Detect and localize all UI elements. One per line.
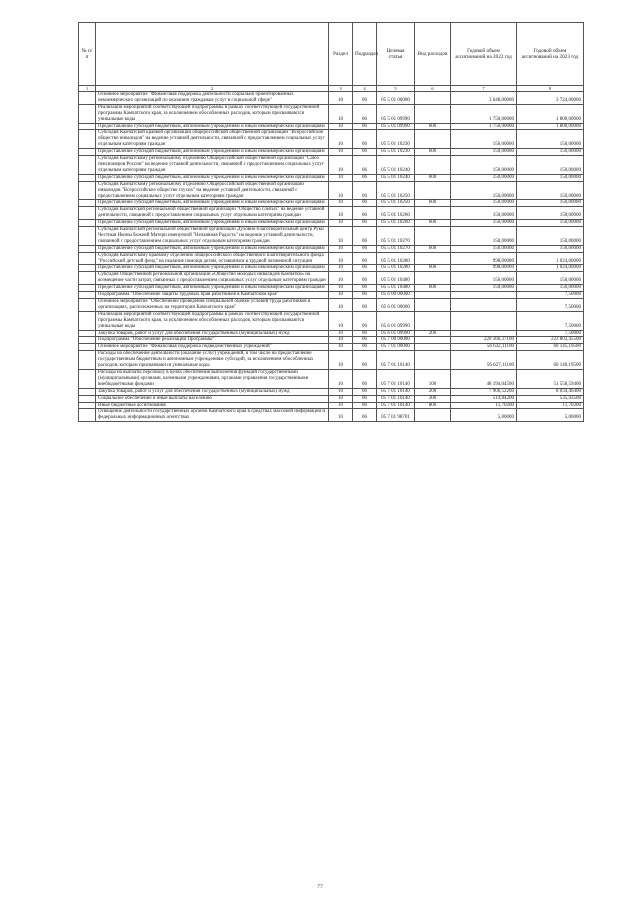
row-name: Предоставление субсидий бюджетным, автономным учреждениям и иным некоммерческим организациям bbox=[96, 149, 329, 156]
row-num bbox=[79, 207, 96, 220]
row-vol-2023: 51 558,59400 bbox=[517, 369, 584, 388]
row-article: 05 5 01 10260 bbox=[377, 207, 415, 220]
row-subsection: 06 bbox=[353, 344, 377, 351]
row-vol-2023: 150,00000 bbox=[517, 227, 584, 246]
row-vol-2022 bbox=[451, 311, 517, 330]
row-article: 05 5 01 09990 bbox=[377, 104, 415, 123]
row-section: 10 bbox=[329, 351, 353, 370]
row-article: 05 5 01 10480 bbox=[377, 272, 415, 285]
col-num: 2 bbox=[96, 86, 329, 92]
row-vol-2023: 8 034,46400 bbox=[517, 388, 584, 395]
row-vol-2023: 1 024,00000 bbox=[517, 265, 584, 272]
row-num bbox=[79, 330, 96, 337]
row-vol-2023: 60 140,19500 bbox=[517, 351, 584, 370]
row-exp-type bbox=[415, 311, 451, 330]
row-vol-2022 bbox=[451, 299, 517, 312]
col-num: 8 bbox=[517, 86, 584, 92]
row-section: 10 bbox=[329, 174, 353, 181]
row-vol-2022: 150,00000 bbox=[451, 156, 517, 175]
header-name bbox=[96, 23, 329, 86]
row-vol-2022: 150,00000 bbox=[451, 285, 517, 292]
row-section: 10 bbox=[329, 311, 353, 330]
row-num bbox=[79, 200, 96, 207]
row-subsection: 06 bbox=[353, 395, 377, 402]
row-vol-2022: 220 366,37100 bbox=[451, 337, 517, 344]
row-exp-type: 100 bbox=[415, 369, 451, 388]
row-subsection: 06 bbox=[353, 123, 377, 130]
row-num bbox=[79, 351, 96, 370]
row-vol-2022: 150,00000 bbox=[451, 200, 517, 207]
row-section: 10 bbox=[329, 156, 353, 175]
row-section: 10 bbox=[329, 330, 353, 337]
row-subsection: 06 bbox=[353, 285, 377, 292]
row-article: 05 5 01 10280 bbox=[377, 252, 415, 265]
row-name: Закупка товаров, работ и услуг для обеспечения государственных (муниципальных) нужд bbox=[96, 388, 329, 395]
row-vol-2023: 150,00000 bbox=[517, 181, 584, 200]
table-row bbox=[79, 292, 584, 299]
row-article: 05 5 01 10250 bbox=[377, 200, 415, 207]
row-num bbox=[79, 285, 96, 292]
row-name: Субсидия Камчатскому региональному отделению Общероссийской общественной организации "Союз пенсионеров России" на ведение уставной деятельности, связанной с предоставлением социальных услуг отдельным категориям граждан bbox=[96, 156, 329, 175]
row-subsection: 06 bbox=[353, 265, 377, 272]
row-vol-2023: 7,50000 bbox=[517, 330, 584, 337]
row-article: 05 7 01 10140 bbox=[377, 369, 415, 388]
row-section: 10 bbox=[329, 130, 353, 149]
header-num: № п/п bbox=[79, 23, 96, 86]
row-vol-2022: 150,00000 bbox=[451, 174, 517, 181]
table-row bbox=[79, 285, 584, 292]
row-article: 05 7 00 00000 bbox=[377, 337, 415, 344]
table-row bbox=[79, 207, 584, 220]
table-row bbox=[79, 156, 584, 175]
row-article: 05 5 01 10240 bbox=[377, 156, 415, 175]
row-section: 10 bbox=[329, 369, 353, 388]
row-vol-2023: 150,00000 bbox=[517, 207, 584, 220]
row-section: 10 bbox=[329, 200, 353, 207]
row-vol-2023: 150,00000 bbox=[517, 272, 584, 285]
row-exp-type bbox=[415, 227, 451, 246]
table-row bbox=[79, 252, 584, 265]
row-exp-type bbox=[415, 156, 451, 175]
row-vol-2022: 998,00000 bbox=[451, 252, 517, 265]
row-vol-2023: 7,50000 bbox=[517, 311, 584, 330]
row-exp-type: 200 bbox=[415, 330, 451, 337]
row-num bbox=[79, 227, 96, 246]
row-num bbox=[79, 104, 96, 123]
row-exp-type bbox=[415, 299, 451, 312]
row-section: 10 bbox=[329, 149, 353, 156]
row-name: Основное мероприятие "Финансовая поддержка подведомственных учреждений" bbox=[96, 344, 329, 351]
row-name: Предоставление субсидий бюджетным, автономным учреждениям и иным некоммерческим организациям bbox=[96, 200, 329, 207]
row-subsection: 06 bbox=[353, 299, 377, 312]
row-vol-2022 bbox=[451, 292, 517, 299]
row-exp-type bbox=[415, 130, 451, 149]
row-exp-type: 300 bbox=[415, 395, 451, 402]
row-article: 05 7 01 10140 bbox=[377, 395, 415, 402]
row-num bbox=[79, 156, 96, 175]
row-num bbox=[79, 299, 96, 312]
row-name: Расходы на выплаты персоналу в целях обеспечения выполнения функций государственными (муниципальными) органами, казенными учреждениями, органами управления государственными внебюджетными фондами bbox=[96, 369, 329, 388]
row-num bbox=[79, 409, 96, 422]
row-article: 05 6 00 00000 bbox=[377, 292, 415, 299]
table-row bbox=[79, 388, 584, 395]
row-vol-2022: 11,70200 bbox=[451, 402, 517, 409]
row-subsection: 06 bbox=[353, 351, 377, 370]
row-vol-2023: 7,50000 bbox=[517, 299, 584, 312]
row-num bbox=[79, 92, 96, 105]
header-vol-2023: Годовой объем ассигнований на 2023 год bbox=[517, 23, 584, 86]
row-section: 10 bbox=[329, 181, 353, 200]
row-exp-type: 600 bbox=[415, 149, 451, 156]
table-row bbox=[79, 130, 584, 149]
row-exp-type: 600 bbox=[415, 123, 451, 130]
row-name: Подпрограмма "Обеспечение реализации Программы" bbox=[96, 337, 329, 344]
row-num bbox=[79, 252, 96, 265]
row-section: 10 bbox=[329, 92, 353, 105]
table-row bbox=[79, 245, 584, 252]
row-article: 05 5 01 10480 bbox=[377, 285, 415, 292]
row-article: 05 5 01 10230 bbox=[377, 149, 415, 156]
row-name: Субсидия Камчатскому краевому отделению общероссийского общественного благотворительного фонда "Российский детский фонд" на оказание помощи детям, оставшимся в трудной жизненной ситуации bbox=[96, 252, 329, 265]
row-name: Подпрограмма "Обеспечение защиты трудовых прав работников в Камчатском крае" bbox=[96, 292, 329, 299]
row-num bbox=[79, 292, 96, 299]
header-article: Целевая статья bbox=[377, 23, 415, 86]
row-subsection: 06 bbox=[353, 337, 377, 344]
row-num bbox=[79, 402, 96, 409]
row-name: Предоставление субсидий бюджетным, автономным учреждениям и иным некоммерческим организациям bbox=[96, 245, 329, 252]
row-subsection: 06 bbox=[353, 402, 377, 409]
table-row bbox=[79, 220, 584, 227]
row-article: 05 5 01 10270 bbox=[377, 245, 415, 252]
col-num: 3 bbox=[329, 86, 353, 92]
col-num: 5 bbox=[377, 86, 415, 92]
row-exp-type bbox=[415, 337, 451, 344]
row-subsection: 06 bbox=[353, 200, 377, 207]
row-name: Предоставление субсидий бюджетным, автономным учреждениям и иным некоммерческим организациям bbox=[96, 174, 329, 181]
row-num bbox=[79, 369, 96, 388]
row-exp-type: 600 bbox=[415, 265, 451, 272]
row-exp-type bbox=[415, 351, 451, 370]
table-row bbox=[79, 369, 584, 388]
row-article: 05 5 01 09990 bbox=[377, 123, 415, 130]
row-vol-2023: 1 024,00000 bbox=[517, 252, 584, 265]
row-vol-2023: 1 800,00000 bbox=[517, 104, 584, 123]
table-row bbox=[79, 181, 584, 200]
row-article: 05 5 01 10230 bbox=[377, 130, 415, 149]
row-vol-2023: 150,00000 bbox=[517, 220, 584, 227]
row-num bbox=[79, 123, 96, 130]
row-exp-type bbox=[415, 252, 451, 265]
header-subsection: Подраздел bbox=[353, 23, 377, 86]
row-subsection: 06 bbox=[353, 292, 377, 299]
row-section: 10 bbox=[329, 285, 353, 292]
row-exp-type bbox=[415, 409, 451, 422]
row-section: 10 bbox=[329, 245, 353, 252]
row-vol-2023: 1 800,00000 bbox=[517, 123, 584, 130]
row-name: Реализация мероприятий соответствующей подпрограммы в рамках соответствующей государственной программы Камчатского края, за исключением обособленных расходов, которым присваиваются уникальные коды bbox=[96, 104, 329, 123]
row-vol-2022: 56 627,11100 bbox=[451, 351, 517, 370]
row-vol-2023: 535,43500 bbox=[517, 395, 584, 402]
row-name: Иные бюджетные ассигнования bbox=[96, 402, 329, 409]
row-vol-2022: 998,00000 bbox=[451, 265, 517, 272]
row-subsection: 06 bbox=[353, 272, 377, 285]
col-num: 6 bbox=[415, 86, 451, 92]
row-vol-2022: 150,00000 bbox=[451, 181, 517, 200]
row-name: Субсидия Общественной региональной организации «Общество молодых инвалидов Камчатки» на возмещение части затрат, связанных с предоставлением социальных услуг отдельным категориям граждан bbox=[96, 272, 329, 285]
row-vol-2022: 5,00000 bbox=[451, 409, 517, 422]
row-section: 10 bbox=[329, 344, 353, 351]
row-subsection: 06 bbox=[353, 149, 377, 156]
row-name: Расходы на обеспечение деятельности (оказание услуг) учреждений, в том числе на предоставление государственным бюджетным и автономным учреждениям субсидий, за исключением обособленных расходов, которым присваиваются уникальные коды bbox=[96, 351, 329, 370]
col-num: 1 bbox=[79, 86, 96, 92]
header-section: Раздел bbox=[329, 23, 353, 86]
row-name: Реализация мероприятий соответствующей подпрограммы в рамках соответствующей государственной программы Камчатского края, за исключением обособленных расходов, которым присваиваются уникальные коды bbox=[96, 311, 329, 330]
row-vol-2022: 514,84200 bbox=[451, 395, 517, 402]
row-num bbox=[79, 220, 96, 227]
table-row bbox=[79, 174, 584, 181]
row-num bbox=[79, 130, 96, 149]
table-row bbox=[79, 272, 584, 285]
row-subsection: 06 bbox=[353, 252, 377, 265]
row-name: Освещение деятельности государственных органов Камчатского края в средствах массовой информации и федеральных информационных агентствах bbox=[96, 409, 329, 422]
row-exp-type: 600 bbox=[415, 245, 451, 252]
row-article: 05 7 01 10140 bbox=[377, 351, 415, 370]
row-section: 10 bbox=[329, 104, 353, 123]
row-vol-2022: 1 750,00000 bbox=[451, 123, 517, 130]
table-row bbox=[79, 409, 584, 422]
row-name: Субсидия Камчатскому региональному отделению Общероссийской общественной организации инвалидов "Всероссийское общество глухих" на ведение уставной деятельности, связанной с предоставлением социальных услуг отдельным категориям граждан bbox=[96, 181, 329, 200]
row-num bbox=[79, 174, 96, 181]
row-vol-2022: 7 906,52260 bbox=[451, 388, 517, 395]
row-num bbox=[79, 388, 96, 395]
row-exp-type bbox=[415, 292, 451, 299]
row-name: Предоставление субсидий бюджетным, автономным учреждениям и иным некоммерческим организациям bbox=[96, 123, 329, 130]
row-num bbox=[79, 395, 96, 402]
row-section: 10 bbox=[329, 292, 353, 299]
row-num bbox=[79, 337, 96, 344]
table-row bbox=[79, 123, 584, 130]
row-exp-type: 600 bbox=[415, 200, 451, 207]
row-subsection: 06 bbox=[353, 220, 377, 227]
table-row bbox=[79, 265, 584, 272]
table-row bbox=[79, 200, 584, 207]
row-num bbox=[79, 311, 96, 330]
header-vol-2022: Годовой объем ассигнований на 2022 год bbox=[451, 23, 517, 86]
row-vol-2023: 150,00000 bbox=[517, 200, 584, 207]
row-section: 10 bbox=[329, 402, 353, 409]
row-vol-2023: 150,00000 bbox=[517, 130, 584, 149]
row-article: 05 5 01 10260 bbox=[377, 220, 415, 227]
document-page bbox=[78, 22, 583, 422]
table-body bbox=[79, 92, 584, 422]
row-article: 05 5 01 10280 bbox=[377, 265, 415, 272]
page-number: 77 bbox=[317, 884, 323, 890]
budget-table bbox=[78, 22, 584, 422]
row-vol-2023: 60 145,19500 bbox=[517, 344, 584, 351]
row-subsection: 06 bbox=[353, 130, 377, 149]
row-section: 10 bbox=[329, 272, 353, 285]
row-section: 10 bbox=[329, 388, 353, 395]
row-vol-2022 bbox=[451, 330, 517, 337]
row-num bbox=[79, 344, 96, 351]
row-subsection: 06 bbox=[353, 104, 377, 123]
table-row bbox=[79, 330, 584, 337]
row-exp-type: 800 bbox=[415, 402, 451, 409]
row-exp-type: 200 bbox=[415, 388, 451, 395]
row-exp-type bbox=[415, 207, 451, 220]
row-exp-type bbox=[415, 272, 451, 285]
table-row bbox=[79, 344, 584, 351]
row-subsection: 06 bbox=[353, 388, 377, 395]
row-name: Субсидия Камчатской краевой организации общероссийской общественной организации "Всероссийское общество инвалидов" на ведение уставной деятельности, связанной с предоставлением социальных услуг отдельным категориям граждан bbox=[96, 130, 329, 149]
row-subsection: 06 bbox=[353, 174, 377, 181]
row-vol-2023: 11,70200 bbox=[517, 402, 584, 409]
row-name: Закупка товаров, работ и услуг для обеспечения государственных (муниципальных) нужд bbox=[96, 330, 329, 337]
row-vol-2023: 223 803,45500 bbox=[517, 337, 584, 344]
row-name: Основное мероприятие "Обеспечение проведения специальной оценки условий труда работников в организациях, расположенных на территории Камчатского края" bbox=[96, 299, 329, 312]
row-exp-type bbox=[415, 181, 451, 200]
row-num bbox=[79, 245, 96, 252]
row-vol-2022: 150,00000 bbox=[451, 245, 517, 252]
row-section: 10 bbox=[329, 337, 353, 344]
row-name: Предоставление субсидий бюджетным, автономным учреждениям и иным некоммерческим организациям bbox=[96, 265, 329, 272]
row-article: 05 7 01 10140 bbox=[377, 402, 415, 409]
row-name: Основное мероприятие "Финансовая поддержка деятельности социально ориентированных некоммерческих организаций по оказанию гражданам услуг в социальной сфере" bbox=[96, 92, 329, 105]
row-name: Субсидия Камчатской региональной общественной организации "Общество слепых" на ведение уставной деятельности, связанной с предоставлением социальных услуг отдельным категориям граждан bbox=[96, 207, 329, 220]
row-exp-type bbox=[415, 104, 451, 123]
row-vol-2022: 150,00000 bbox=[451, 227, 517, 246]
row-num bbox=[79, 265, 96, 272]
row-article: 05 7 01 10140 bbox=[377, 388, 415, 395]
row-vol-2022: 3 648,00000 bbox=[451, 92, 517, 105]
row-vol-2022: 48 194,04500 bbox=[451, 369, 517, 388]
row-subsection: 06 bbox=[353, 369, 377, 388]
row-section: 10 bbox=[329, 265, 353, 272]
row-name: Социальное обеспечение и иные выплаты населению bbox=[96, 395, 329, 402]
row-num bbox=[79, 181, 96, 200]
row-exp-type: 600 bbox=[415, 220, 451, 227]
row-vol-2022: 150,00000 bbox=[451, 220, 517, 227]
row-section: 10 bbox=[329, 227, 353, 246]
row-vol-2023: 150,00000 bbox=[517, 149, 584, 156]
row-subsection: 06 bbox=[353, 181, 377, 200]
row-name: Субсидия Камчатской региональной общественной организации Духовно-благотворительный центр Руки Честныя Иконы Божией Матери именуемой "Нечаянная Радость" на ведение уставной деятельности, связанной с предоставлением социальных услуг отдельным категориям граждан bbox=[96, 227, 329, 246]
row-vol-2023: 5,00000 bbox=[517, 409, 584, 422]
row-subsection: 06 bbox=[353, 245, 377, 252]
table-row bbox=[79, 299, 584, 312]
row-subsection: 06 bbox=[353, 330, 377, 337]
table-row bbox=[79, 92, 584, 105]
row-section: 10 bbox=[329, 123, 353, 130]
row-num bbox=[79, 149, 96, 156]
row-article: 05 5 01 10240 bbox=[377, 174, 415, 181]
row-article: 05 7 01 00000 bbox=[377, 344, 415, 351]
row-name: Предоставление субсидий бюджетным, автономным учреждениям и иным некоммерческим организациям bbox=[96, 285, 329, 292]
row-article: 05 5 01 00000 bbox=[377, 92, 415, 105]
row-vol-2022: 56 632,11100 bbox=[451, 344, 517, 351]
header-row bbox=[79, 23, 584, 86]
row-vol-2022: 150,00000 bbox=[451, 149, 517, 156]
row-vol-2022: 150,00000 bbox=[451, 207, 517, 220]
row-section: 10 bbox=[329, 207, 353, 220]
row-exp-type: 600 bbox=[415, 285, 451, 292]
row-exp-type bbox=[415, 92, 451, 105]
row-section: 10 bbox=[329, 220, 353, 227]
table-row bbox=[79, 395, 584, 402]
row-section: 10 bbox=[329, 252, 353, 265]
row-subsection: 06 bbox=[353, 311, 377, 330]
row-name: Предоставление субсидий бюджетным, автономным учреждениям и иным некоммерческим организациям bbox=[96, 220, 329, 227]
row-vol-2023: 3 724,00000 bbox=[517, 92, 584, 105]
table-row bbox=[79, 351, 584, 370]
row-vol-2023: 150,00000 bbox=[517, 285, 584, 292]
row-vol-2023: 150,00000 bbox=[517, 174, 584, 181]
row-vol-2023: 150,00000 bbox=[517, 156, 584, 175]
row-subsection: 06 bbox=[353, 92, 377, 105]
row-vol-2023: 150,00000 bbox=[517, 245, 584, 252]
header-exp-type: Вид расходов bbox=[415, 23, 451, 86]
table-row bbox=[79, 149, 584, 156]
row-exp-type bbox=[415, 344, 451, 351]
table-row bbox=[79, 311, 584, 330]
table-row bbox=[79, 104, 584, 123]
row-article: 05 5 01 10250 bbox=[377, 181, 415, 200]
table-row bbox=[79, 337, 584, 344]
row-subsection: 06 bbox=[353, 227, 377, 246]
row-article: 05 6 01 09990 bbox=[377, 330, 415, 337]
row-vol-2022: 150,00000 bbox=[451, 130, 517, 149]
row-vol-2022: 150,00000 bbox=[451, 272, 517, 285]
row-article: 05 6 01 09990 bbox=[377, 311, 415, 330]
row-num bbox=[79, 272, 96, 285]
row-vol-2023: 7,50000 bbox=[517, 292, 584, 299]
row-section: 10 bbox=[329, 299, 353, 312]
row-article: 05 6 01 00000 bbox=[377, 299, 415, 312]
table-row bbox=[79, 227, 584, 246]
row-subsection: 06 bbox=[353, 207, 377, 220]
row-subsection: 06 bbox=[353, 156, 377, 175]
row-section: 10 bbox=[329, 395, 353, 402]
table-row bbox=[79, 402, 584, 409]
row-article: 05 7 01 98701 bbox=[377, 409, 415, 422]
row-section: 10 bbox=[329, 409, 353, 422]
row-subsection: 06 bbox=[353, 409, 377, 422]
row-vol-2022: 1 750,00000 bbox=[451, 104, 517, 123]
col-num: 4 bbox=[353, 86, 377, 92]
row-article: 05 5 01 10270 bbox=[377, 227, 415, 246]
row-exp-type: 600 bbox=[415, 174, 451, 181]
col-num: 7 bbox=[451, 86, 517, 92]
